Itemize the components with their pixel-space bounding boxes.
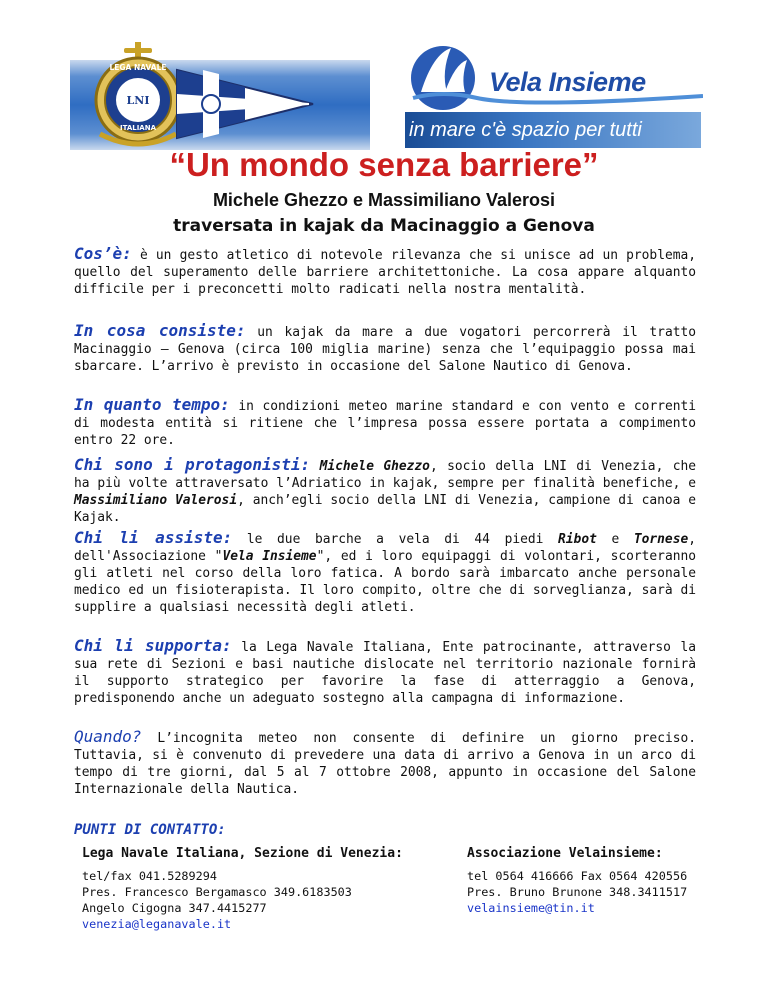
boat-name: Tornese <box>633 532 689 547</box>
vela-insieme-logo <box>403 40 703 148</box>
logo-name: Vela Insieme <box>489 67 646 97</box>
athlete-name: Michele Ghezzo <box>319 459 430 474</box>
section-text <box>310 459 319 474</box>
contact-heading: Lega Navale Italiana, Sezione di Venezia: <box>82 846 403 861</box>
contact-line: Pres. Francesco Bergamasco 349.6183503 <box>82 885 352 899</box>
contact-heading: Associazione Velainsieme: <box>467 846 663 861</box>
section-text: e <box>596 532 634 547</box>
section-text: è un gesto atletico di notevole rilevanza che si unisce ad un problema, quello del superamento delle barriere architettoniche. La cosa appare alquanto difficile per i preconcetti molto radicati nella nostra mentalità. <box>74 248 696 297</box>
emblem-text-bottom: ITALIANA <box>119 124 157 132</box>
logo-tagline: in mare c'è spazio per tutti <box>409 119 642 141</box>
contacts <box>74 822 714 931</box>
emblem-text-top: LEGA NAVALE <box>109 63 167 72</box>
contact-line: Pres. Bruno Brunone 348.3411517 <box>467 885 688 899</box>
section-consiste <box>74 322 696 375</box>
section-text: in condizioni meteo marine standard e con vento e correnti di modesta entità si ritiene che l’impresa possa essere portata a compimento entro 22 ore. <box>74 399 697 448</box>
subtitle-athletes: Michele Ghezzo e Massimiliano Valerosi <box>212 190 556 210</box>
section-quando <box>74 728 696 798</box>
subtitle-route: traversata in kajak da Macinaggio a Genova <box>173 216 595 236</box>
contact-line: Angelo Cigogna 347.4415277 <box>82 901 267 915</box>
section-label: Chi li assiste: <box>74 528 233 547</box>
section-assiste <box>74 529 696 616</box>
lega-navale-emblem <box>88 42 188 150</box>
section-label: Chi sono i protagonisti: <box>74 455 311 474</box>
section-label: In cosa consiste: <box>74 321 246 340</box>
athlete-name: Massimiliano Valerosi <box>74 493 238 508</box>
section-text: la Lega Navale Italiana, Ente patrocinante, attraverso la sua rete di Sezioni e basi nautiche dislocate nel territorio nazionale fornirà il supporto strategico per favorire la fase di atterraggio a Genova, predisponendo anche un adeguato sostegno alla campagna di informazione. <box>74 640 696 706</box>
section-protagonisti <box>74 456 696 526</box>
section-cose <box>74 245 696 298</box>
section-label: In quanto tempo: <box>74 395 230 414</box>
section-text: ", ed i loro equipaggi di volontari, scorteranno gli atleti nel corso della loro fatica. A bordo sarà imbarcato anche personale medico ed un fisioterapista. Il loro compito, oltre che di sorveglianza, sarà di supplire a qualsiasi necessità degli atleti. <box>74 549 696 615</box>
page-title: “Un mondo senza barriere” <box>169 146 599 183</box>
emblem-monogram: LNI <box>126 94 150 107</box>
association-name: Vela Insieme <box>222 549 317 564</box>
contact-line: tel/fax 041.5289294 <box>82 869 217 883</box>
contact-lni <box>82 846 403 932</box>
section-text: , anch’egli socio della LNI di Venezia, campione di canoa e Kajak. <box>74 493 697 525</box>
section-tempo <box>74 396 696 449</box>
section-label: Chi li supporta: <box>74 636 232 655</box>
section-label: Cos’è: <box>74 244 132 263</box>
contact-line: tel 0564 416666 Fax 0564 420556 <box>467 869 688 883</box>
header <box>70 40 700 150</box>
email-link[interactable]: venezia@leganavale.it <box>82 917 232 931</box>
email-link[interactable]: velainsieme@tin.it <box>467 901 595 915</box>
section-label: Quando? <box>74 727 142 746</box>
boat-name: Ribot <box>558 532 597 547</box>
contacts-title: PUNTI DI CONTATTO: <box>74 822 226 838</box>
section-text: L’incognita meteo non consente di definire un giorno preciso. Tuttavia, si è convenuto di prevedere una data di arrivo a Genova in un arco di tempo di tre giorni, dal 5 al 7 ottobre 2008, appunto in occasione del Salone Internazionale della Nautica. <box>74 731 696 797</box>
contact-velainsieme <box>467 846 687 916</box>
section-text: , socio della LNI di Venezia, che ha più volte attraversato l’Adriatico in kajak, sempre per finalità benefiche, e <box>74 459 697 491</box>
section-text: , dell'Associazione " <box>74 532 696 564</box>
pennant-flag-icon <box>175 68 315 140</box>
section-supporta <box>74 637 696 707</box>
section-text: un kajak da mare a due vogatori percorrerà il tratto Macinaggio – Genova (circa 100 miglia marine) senza che l’equipaggio possa mai sbarcare. L’arrivo è previsto in occasione del Salone Nautico di Genova. <box>74 325 696 374</box>
section-text: le due barche a vela di 44 piedi <box>232 532 559 547</box>
